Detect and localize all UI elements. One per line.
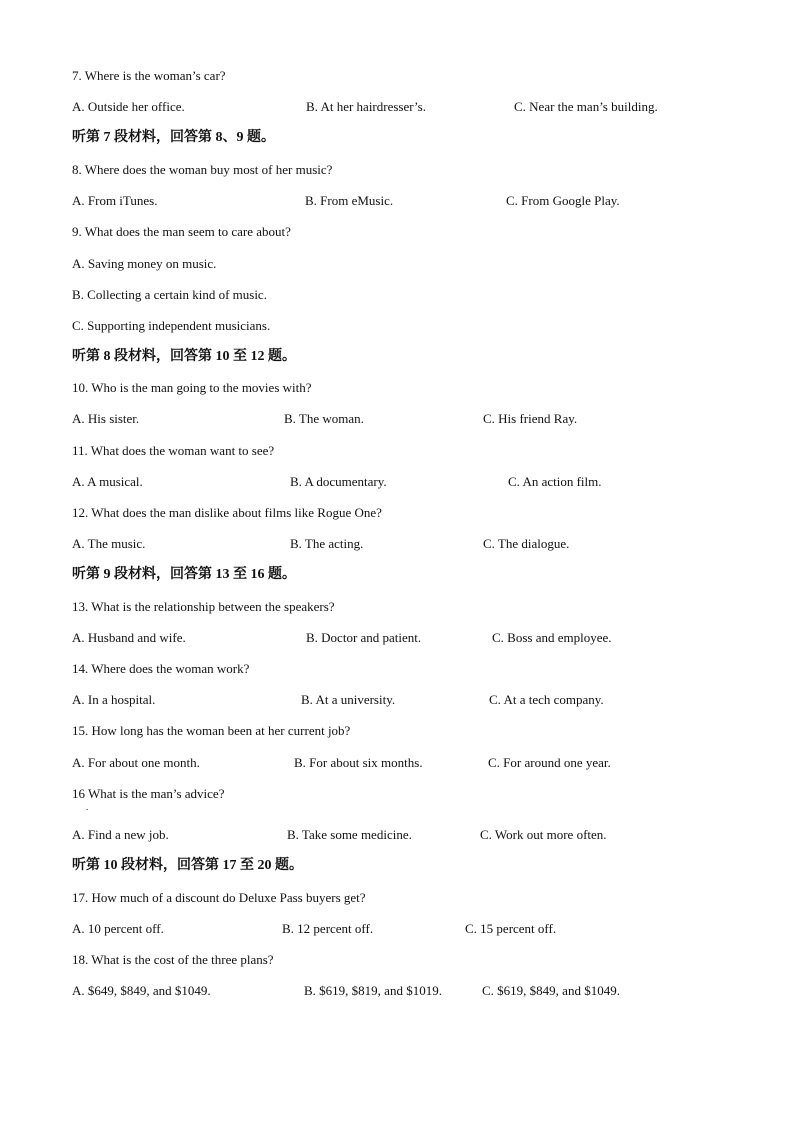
question-18: 18. What is the cost of the three plans? (72, 952, 274, 967)
option-b: B. The woman. (284, 411, 364, 426)
option-a: A. The music. (72, 536, 146, 551)
option-b: B. 12 percent off. (282, 921, 374, 936)
section-heading-9: 听第 9 段材料，回答第 13 至 16 题。 (72, 567, 296, 582)
option-c: C. Near the man’s building. (514, 99, 658, 114)
q16-dot-mark: . (86, 802, 89, 812)
option-b: B. $619, $819, and $1019. (304, 983, 442, 998)
option-c: C. The dialogue. (483, 536, 570, 551)
question-16: 16 What is the man’s advice? (72, 786, 225, 801)
option-c: C. 15 percent off. (465, 921, 557, 936)
option-c: C. His friend Ray. (483, 411, 578, 426)
option-a: A. Outside her office. (72, 99, 185, 114)
option-a: A. For about one month. (72, 755, 200, 770)
section-heading-10: 听第 10 段材料，回答第 17 至 20 题。 (72, 858, 303, 873)
section-heading-7: 听第 7 段材料，回答第 8、9 题。 (72, 130, 275, 145)
option-c: C. $619, $849, and $1049. (482, 983, 620, 998)
option-c: C. Supporting independent musicians. (72, 318, 271, 333)
option-b: B. Collecting a certain kind of music. (72, 287, 267, 302)
option-b: B. From eMusic. (305, 193, 394, 208)
option-c: C. From Google Play. (506, 193, 620, 208)
question-17: 17. How much of a discount do Deluxe Pass buyers get? (72, 890, 366, 905)
question-14: 14. Where does the woman work? (72, 661, 250, 676)
option-c: C. Work out more often. (480, 827, 607, 842)
option-a: A. In a hospital. (72, 692, 156, 707)
question-8: 8. Where does the woman buy most of her music? (72, 162, 333, 177)
option-a: A. Husband and wife. (72, 630, 186, 645)
option-a: A. $649, $849, and $1049. (72, 983, 211, 998)
option-c: C. For around one year. (488, 755, 611, 770)
option-b: B. Doctor and patient. (306, 630, 422, 645)
section-heading-8: 听第 8 段材料，回答第 10 至 12 题。 (72, 349, 296, 364)
option-b: B. A documentary. (290, 474, 387, 489)
question-11: 11. What does the woman want to see? (72, 443, 275, 458)
option-a: A. A musical. (72, 474, 143, 489)
option-a: A. Find a new job. (72, 827, 169, 842)
option-a: A. From iTunes. (72, 193, 158, 208)
option-b: B. At her hairdresser’s. (306, 99, 426, 114)
option-c: C. At a tech company. (489, 692, 604, 707)
question-12: 12. What does the man dislike about films like Rogue One? (72, 505, 382, 520)
option-b: B. At a university. (301, 692, 396, 707)
option-b: B. For about six months. (294, 755, 423, 770)
question-13: 13. What is the relationship between the speakers? (72, 599, 335, 614)
option-c: C. Boss and employee. (492, 630, 612, 645)
option-b: B. Take some medicine. (287, 827, 412, 842)
option-a: A. Saving money on music. (72, 256, 217, 271)
option-c: C. An action film. (508, 474, 602, 489)
question-15: 15. How long has the woman been at her current job? (72, 723, 351, 738)
question-7: 7. Where is the woman’s car? (72, 68, 226, 83)
option-a: A. His sister. (72, 411, 140, 426)
option-a: A. 10 percent off. (72, 921, 164, 936)
question-9: 9. What does the man seem to care about? (72, 224, 291, 239)
question-10: 10. Who is the man going to the movies with? (72, 380, 312, 395)
option-b: B. The acting. (290, 536, 364, 551)
